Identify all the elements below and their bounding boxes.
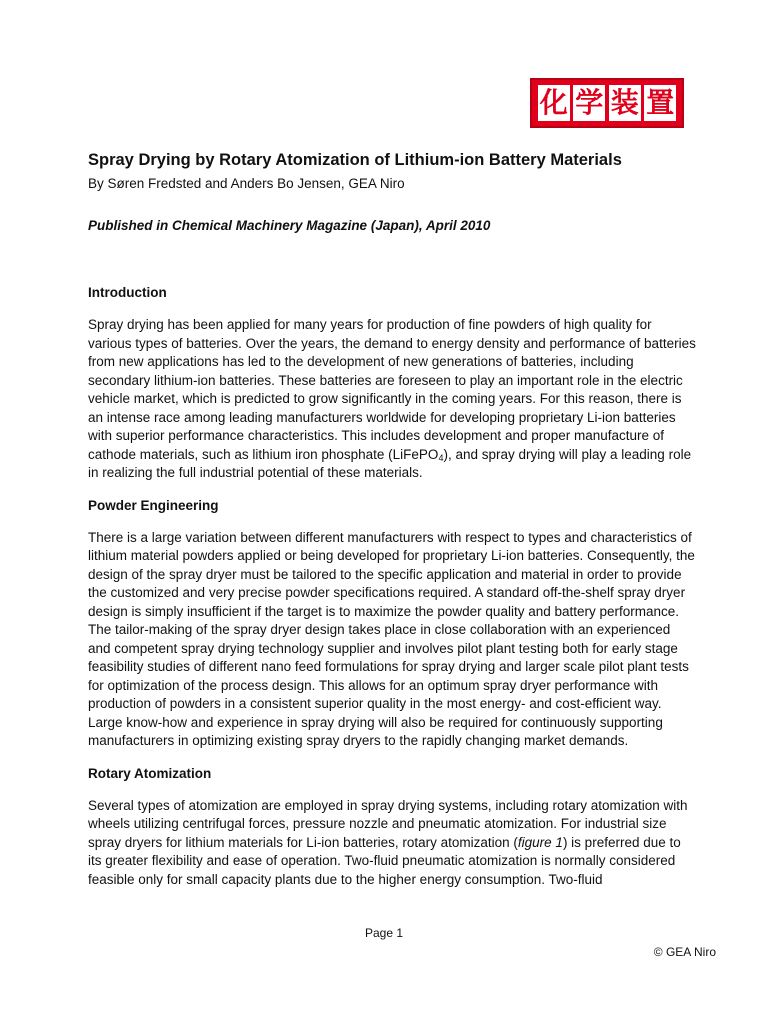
logo-char-4: 置 [646,86,675,119]
article-body [88,284,696,903]
logo-char-2: 学 [575,86,604,119]
paragraph-powder-engineering: There is a large variation between different manufacturers with respect to types and characteristics of lithium material powders applied or being developed for proprietary Li-ion batteries. Consequently, the design of the spray dryer must be tailored to the specific application and material in order to provide the customized and very precise powder specifications required. A standard off-the-shelf spray dryer design is simply insufficient if the target is to maximize the powder quality and battery performance. The tailor-making of the spray dryer design takes place in close collaboration with an experienced and competent spray drying technology supplier and involves pilot plant testing both for early stage feasibility studies of different nano feed formulations for spray drying and larger scale pilot plant tests for optimization of the process design. This allows for an optimum spray dryer performance with production of powders in a consistent superior quality in the most energy- and cost-efficient way. Large know-how and experience in spray drying will also be required for continuously supporting manufacturers in optimizing existing spray dryers to the rapidly changing market demands. [88,529,695,748]
logo-char-1: 化 [539,86,568,119]
publication-note: Published in Chemical Machinery Magazine (Japan), April 2010 [88,218,491,233]
author-byline: By Søren Fredsted and Anders Bo Jensen, GEA Niro [88,176,405,191]
paragraph-rotary-atomization [88,797,696,890]
page-number: Page 1 [364,926,404,940]
chemical-subscript: 4 [438,452,444,463]
figure-reference: figure 1 [517,834,563,850]
paragraph-introduction [88,316,696,483]
section-heading-introduction: Introduction [88,285,167,300]
magazine-logo [530,78,684,128]
intro-text-part-2: ), and spray drying will play a leading role in realizing the full industrial potential of these materials. [88,446,692,480]
section-heading-rotary-atomization: Rotary Atomization [88,765,212,781]
logo-char-3: 装 [610,86,639,119]
copyright-notice: © GEA Niro [653,945,716,959]
section-heading-powder-engineering: Powder Engineering [88,497,219,513]
intro-text-part-1: Spray drying has been applied for many years for production of fine powders of high quality for various types of batteries. Over the years, the demand to energy density and performance of batteries from new applications has led to the development of new generations of batteries, including secondary lithium-ion batteries. These batteries are foreseen to play an important role in the electric vehicle market, which is predicted to grow significantly in the coming years. For this reason, there is an intense race among leading manufacturers worldwide for developing proprietary Li-ion batteries with superior performance characteristics. This includes development and proper manufacture of cathode materials, such as lithium iron phosphate (LiFePO [88,317,696,462]
document-title: Spray Drying by Rotary Atomization of Lithium-ion Battery Materials [88,151,622,169]
rotary-text-part-2: ) is preferred due to its greater flexibility and ease of operation. Two-fluid pneumatic atomization is normally considered feasible only for small capacity plants due to the higher energy consumption. Two-fluid [88,834,681,887]
rotary-text-part-1: Several types of atomization are employed in spray drying systems, including rotary atomization with wheels utilizing centrifugal forces, pressure nozzle and pneumatic atomization. For industrial size spray dryers for lithium materials for Li-ion batteries, rotary atomization ( [88,797,688,850]
